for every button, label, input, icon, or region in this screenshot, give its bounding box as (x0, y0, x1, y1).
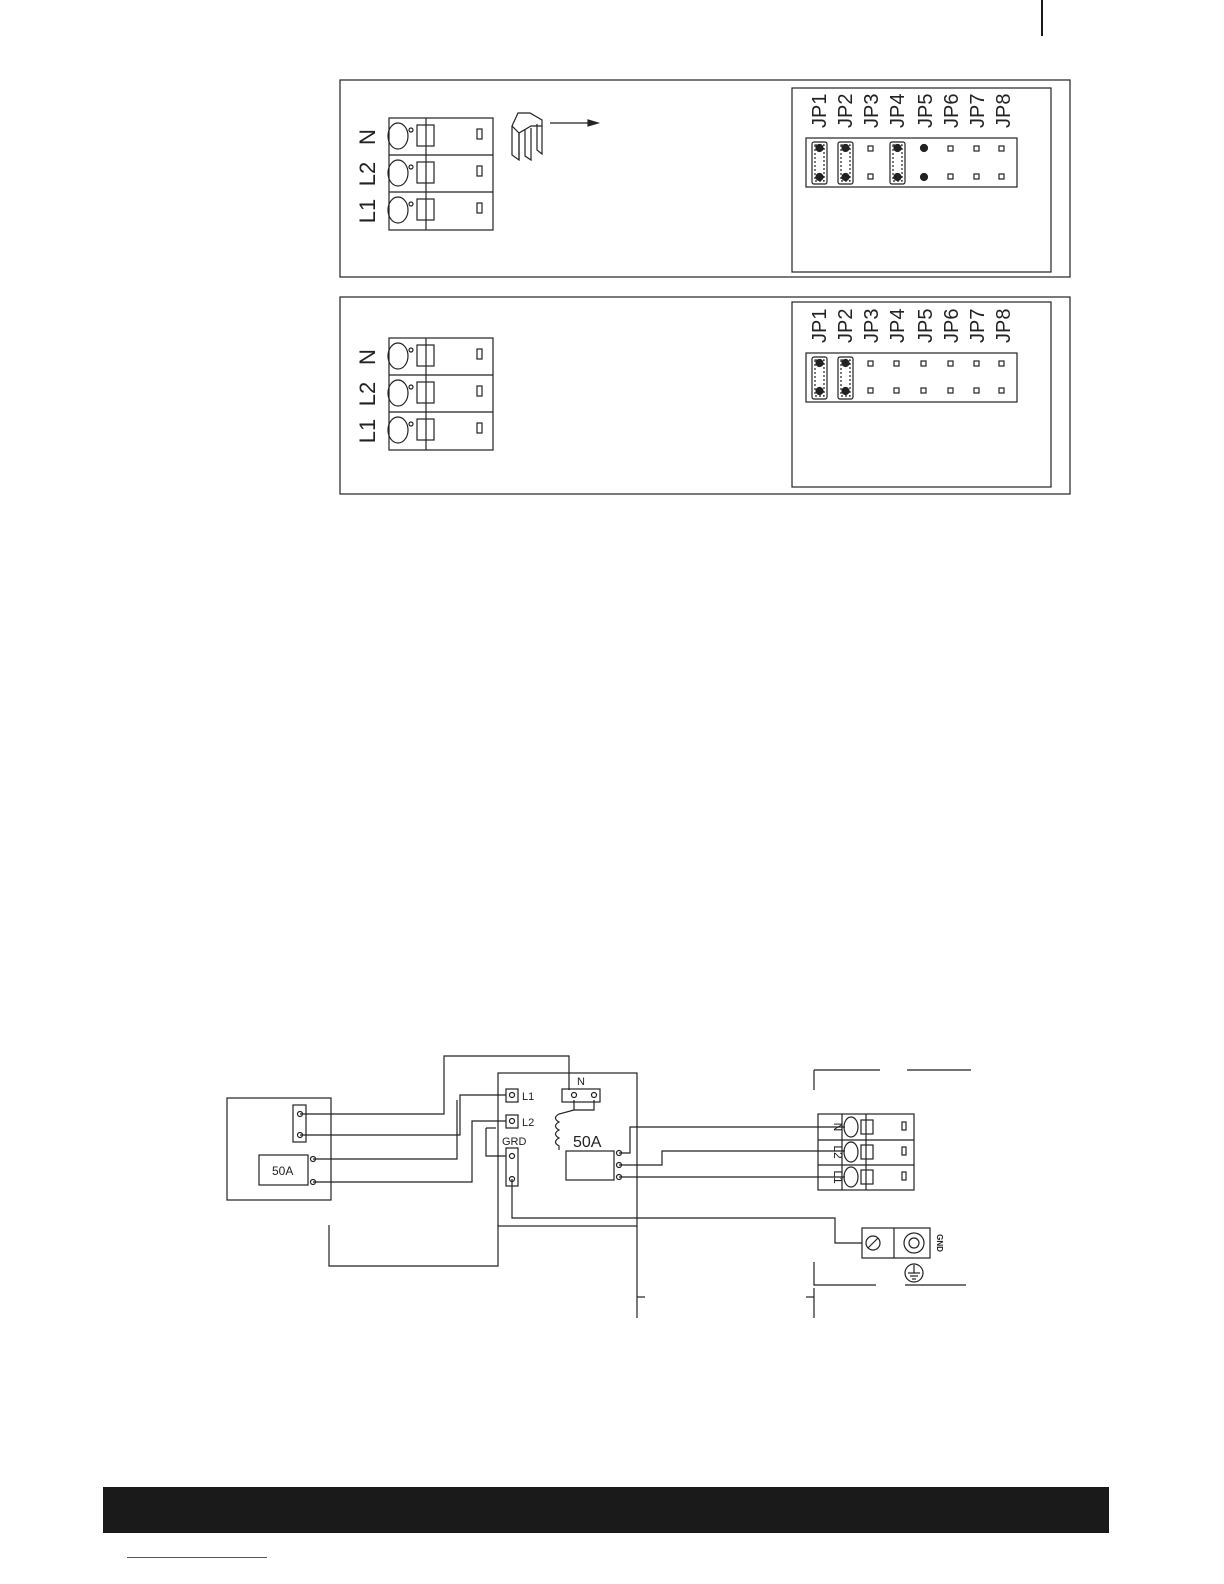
jumper-label-jp4-top: JP4 (887, 93, 909, 128)
jumper-pins-top (812, 142, 1004, 184)
terminal-label-n-top: N (355, 129, 380, 145)
disconnect-box (498, 1073, 637, 1226)
panel-top (340, 80, 1070, 277)
jumper-label-jp7-top: JP7 (967, 93, 989, 128)
jumper-label-jp1-top: JP1 (809, 93, 831, 128)
jumper-removed-icon (512, 113, 542, 160)
jumper-pins-bottom (812, 357, 1004, 399)
jumper-labels-top (809, 94, 1015, 128)
breaker-50a-label: 50A (272, 1164, 294, 1178)
wiring-schematic (227, 1056, 971, 1318)
terminal-l2-label: L2 (522, 1117, 535, 1129)
panel-bottom (340, 297, 1070, 494)
charger-terminal-n-label: N (831, 1122, 845, 1132)
jumper-label-jp4-bottom: JP4 (887, 308, 909, 343)
jumper-label-jp8-top: JP8 (993, 93, 1015, 128)
jumper-label-jp7-bottom: JP7 (967, 308, 989, 343)
footer-link-underline[interactable] (127, 1557, 267, 1558)
jumper-label-jp5-bottom: JP5 (915, 308, 937, 343)
terminal-l1-block (506, 1089, 518, 1102)
terminal-l2-block (506, 1115, 518, 1128)
earth-ground-icon (905, 1264, 923, 1282)
jumper-label-jp5-top: JP5 (915, 93, 937, 128)
ground-terminal (862, 1228, 930, 1258)
jumper-label-jp6-top: JP6 (941, 93, 963, 128)
neutral-bar (293, 1105, 306, 1142)
terminal-n-label: N (577, 1076, 585, 1088)
gnd-label: GND (935, 1234, 944, 1252)
footer-bar (103, 1487, 1109, 1533)
terminal-label-l1-bottom: L1 (355, 418, 380, 444)
terminal-l1-label: L1 (522, 1091, 535, 1103)
jumper-label-jp6-bottom: JP6 (941, 308, 963, 343)
jumper-label-jp2-bottom: JP2 (835, 308, 857, 343)
relay-coil (556, 1100, 575, 1150)
terminal-label-l2-bottom: L2 (355, 381, 380, 407)
terminal-label-n-bottom: N (355, 349, 380, 365)
jumper-label-jp3-top: JP3 (861, 93, 883, 128)
terminal-block-bottom (388, 338, 493, 450)
removal-arrow (550, 120, 598, 126)
jumper-label-jp3-bottom: JP3 (861, 308, 883, 343)
jumper-label-jp8-bottom: JP8 (993, 308, 1015, 343)
jumper-label-jp2-top: JP2 (835, 93, 857, 128)
relay-50a-label: 50A (573, 1134, 602, 1151)
terminal-label-l2-top: L2 (355, 161, 380, 187)
charger-terminal-l2-label: L2 (831, 1145, 845, 1159)
charger-terminal-l1-label: L1 (831, 1170, 845, 1184)
jumper-label-jp1-bottom: JP1 (809, 308, 831, 343)
jumper-labels-bottom (809, 309, 1015, 343)
terminal-grd-label: GRD (502, 1136, 527, 1148)
relay-50a-box (566, 1151, 614, 1180)
terminal-label-l1-top: L1 (355, 198, 380, 224)
terminal-block-top (388, 118, 493, 230)
